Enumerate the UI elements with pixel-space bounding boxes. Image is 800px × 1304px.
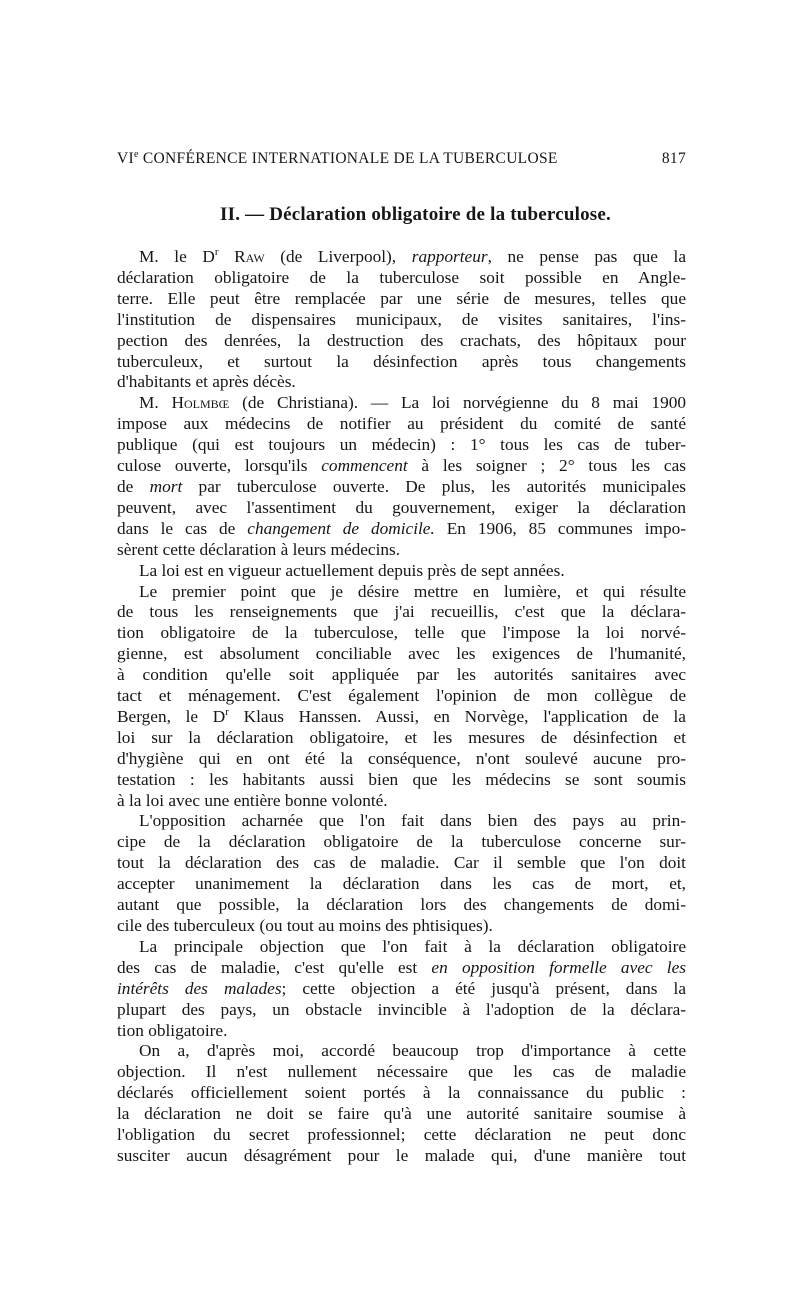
text-segment: cipe de la déclaration obligatoire de la tuberculose concerne sur- (117, 832, 686, 852)
book-page (117, 150, 686, 1167)
text-segment: Raw (234, 247, 265, 266)
text-segment: r (214, 246, 219, 259)
text-segment: impose aux médecins de notifier au président du comité de santé (117, 414, 686, 434)
text-segment: changement de domicile. (247, 518, 435, 538)
text-line (117, 602, 686, 623)
text-segment: de tous les renseignements que j'ai recueillis, c'est que la déclara- (117, 602, 686, 622)
text-line (117, 623, 686, 644)
text-segment: accepter unanimement la déclaration dans les cas de mort, et, (117, 874, 686, 894)
text-line (117, 1083, 686, 1104)
text-line (117, 791, 686, 812)
text-line (117, 456, 686, 477)
text-line (117, 1041, 686, 1062)
text-line (117, 979, 686, 1000)
text-segment: cile des tuberculeux (ou tout au moins des phtisiques). (117, 916, 493, 935)
running-head-rest: CONFÉRENCE INTERNATIONALE DE LA TUBERCULOSE (138, 150, 558, 167)
running-head-sup: e (133, 148, 139, 160)
text-line (117, 770, 686, 791)
text-segment: intérêts des malades (117, 978, 282, 998)
text-segment: de (117, 476, 150, 496)
paragraph (117, 247, 686, 393)
page-number: 817 (661, 150, 686, 167)
text-line (117, 832, 686, 853)
text-segment: tout la déclaration des cas de maladie. Car il semble que l'on doit (117, 853, 686, 873)
paragraph (117, 937, 686, 1042)
text-segment: d'hygiène qui en ont été la conséquence, n'ont soulevé aucune pro- (117, 748, 686, 768)
text-line (117, 1125, 686, 1146)
text-segment: Holmbœ (171, 393, 230, 413)
text-segment: pection des denrées, la destruction des crachats, des hôpitaux pour (117, 330, 686, 350)
text-line (117, 372, 686, 393)
text-line (117, 895, 686, 916)
text-segment: Klaus Hanssen. Aussi, en Norvège, l'application de la (228, 706, 686, 726)
text-line (117, 811, 686, 832)
text-line (117, 310, 686, 331)
text-segment: r (225, 706, 229, 719)
text-line (117, 874, 686, 895)
text-segment: La principale objection que l'on fait à la déclaration obligatoire (139, 936, 686, 956)
text-segment: Le premier point que je désire mettre en lumière, et qui résulte (139, 581, 686, 601)
text-segment: commencent (321, 456, 408, 476)
paragraph (117, 561, 686, 582)
text-segment: , ne pense pas que la (487, 247, 686, 266)
text-segment: déclarés officiellement soient portés à la connaissance du public : (117, 1083, 686, 1103)
text-segment: à les soigner ; 2° tous les cas (407, 456, 686, 476)
paragraph (117, 582, 686, 812)
text-segment: par tuberculose ouverte. De plus, les autorités municipales (182, 476, 686, 496)
text-segment: (de Liverpool), (264, 247, 412, 266)
text-segment: Bergen, le D (117, 706, 226, 726)
text-segment: sèrent cette déclaration à leurs médecins. (117, 539, 401, 559)
text-line (117, 1104, 686, 1125)
text-segment: mort (149, 476, 183, 496)
text-segment: M. le D (139, 247, 215, 266)
text-segment: la déclaration ne doit se faire qu'à une autorité sanitaire soumise à (117, 1104, 686, 1124)
text-line (117, 937, 686, 958)
text-line (117, 1146, 686, 1167)
text-line (117, 665, 686, 686)
text-segment: tact et ménagement. C'est également l'opinion de mon collègue de (117, 686, 686, 706)
text-line (117, 1000, 686, 1021)
body-text (117, 247, 686, 1167)
text-segment: en opposition formelle avec les (431, 957, 686, 977)
text-segment: gienne, est absolument conciliable avec les exigences de l'humanité, (117, 644, 686, 664)
running-head-prefix: VI (117, 150, 134, 167)
text-line (117, 435, 686, 456)
text-segment: peuvent, avec l'assentiment du gouvernement, exiger la déclaration (117, 497, 686, 517)
text-line (117, 1062, 686, 1083)
text-segment: à la loi avec une entière bonne volonté. (117, 790, 388, 810)
text-segment: ; cette objection a été jusqu'à présent, dans la (281, 978, 686, 998)
text-line (117, 289, 686, 310)
text-line (117, 644, 686, 665)
text-line (117, 414, 686, 435)
text-segment: M. (139, 393, 172, 413)
text-line (117, 1021, 686, 1042)
text-segment: loi sur la déclaration obligatoire, et les mesures de désinfection et (117, 727, 686, 747)
text-line (117, 582, 686, 603)
text-segment: (de Christiana). — La loi norvégienne du 8 mai 1900 (229, 393, 686, 413)
text-line (117, 686, 686, 707)
text-segment: tuberculeux, et surtout la désinfection après tous changements (117, 351, 686, 371)
running-head (117, 150, 686, 178)
text-line (117, 707, 686, 728)
text-line (117, 268, 686, 289)
text-segment (219, 247, 235, 266)
text-segment: culose ouverte, lorsqu'ils (117, 456, 322, 476)
text-segment: testation : les habitants aussi bien que les médecins se sont soumis (117, 769, 686, 789)
text-segment: l'institution de dispensaires municipaux, de visites sanitaires, l'ins- (117, 309, 686, 329)
text-line (117, 498, 686, 519)
text-segment: déclaration obligatoire de la tuberculose soit possible en Angle- (117, 267, 686, 287)
text-segment: à condition qu'elle soit appliquée par les autorités sanitaires avec (117, 665, 686, 685)
text-segment: L'opposition acharnée que l'on fait dans bien des pays au prin- (139, 811, 686, 831)
text-segment: La loi est en vigueur actuellement depuis près de sept années. (139, 560, 565, 580)
text-line (117, 393, 686, 414)
section-heading: II. — Déclaration obligatoire de la tuberculose. (220, 204, 611, 225)
text-line (117, 958, 686, 979)
text-line (117, 561, 686, 582)
text-line (117, 749, 686, 770)
text-line (117, 540, 686, 561)
text-segment: terre. Elle peut être remplacée par une série de mesures, telles que (117, 288, 686, 308)
text-segment: dans le cas de (117, 518, 248, 538)
text-line (117, 247, 686, 268)
text-segment: des cas de maladie, c'est qu'elle est (117, 957, 432, 977)
text-segment: tion obligatoire. (117, 1020, 228, 1040)
running-head-title (117, 150, 558, 168)
text-segment: On a, d'après moi, accordé beaucoup trop d'importance à cette (139, 1041, 686, 1061)
text-segment: objection. Il n'est nullement nécessaire que les cas de maladie (117, 1062, 686, 1082)
text-line (117, 519, 686, 540)
text-segment: publique (qui est toujours un médecin) : 1° tous les cas de tuber- (117, 435, 686, 455)
text-line (117, 853, 686, 874)
text-segment: d'habitants et après décès. (117, 372, 296, 392)
paragraph (117, 393, 686, 560)
text-segment: l'obligation du secret professionnel; cette déclaration ne peut donc (117, 1125, 686, 1145)
text-segment: rapporteur (411, 247, 488, 266)
text-line (117, 728, 686, 749)
text-line (117, 477, 686, 498)
paragraph (117, 1041, 686, 1166)
text-line (117, 916, 686, 937)
text-line (117, 331, 686, 352)
text-segment: plupart des pays, un obstacle invincible à l'adoption de la déclara- (117, 999, 686, 1019)
text-line (117, 352, 686, 373)
text-segment: En 1906, 85 communes impo- (434, 518, 686, 538)
text-segment: autant que possible, la déclaration lors des changements de domi- (117, 895, 686, 915)
text-segment: tion obligatoire de la tuberculose, telle que l'impose la loi norvé- (117, 623, 686, 643)
text-segment: susciter aucun désagrément pour le malade qui, d'une manière tout (117, 1145, 686, 1165)
paragraph (117, 811, 686, 936)
